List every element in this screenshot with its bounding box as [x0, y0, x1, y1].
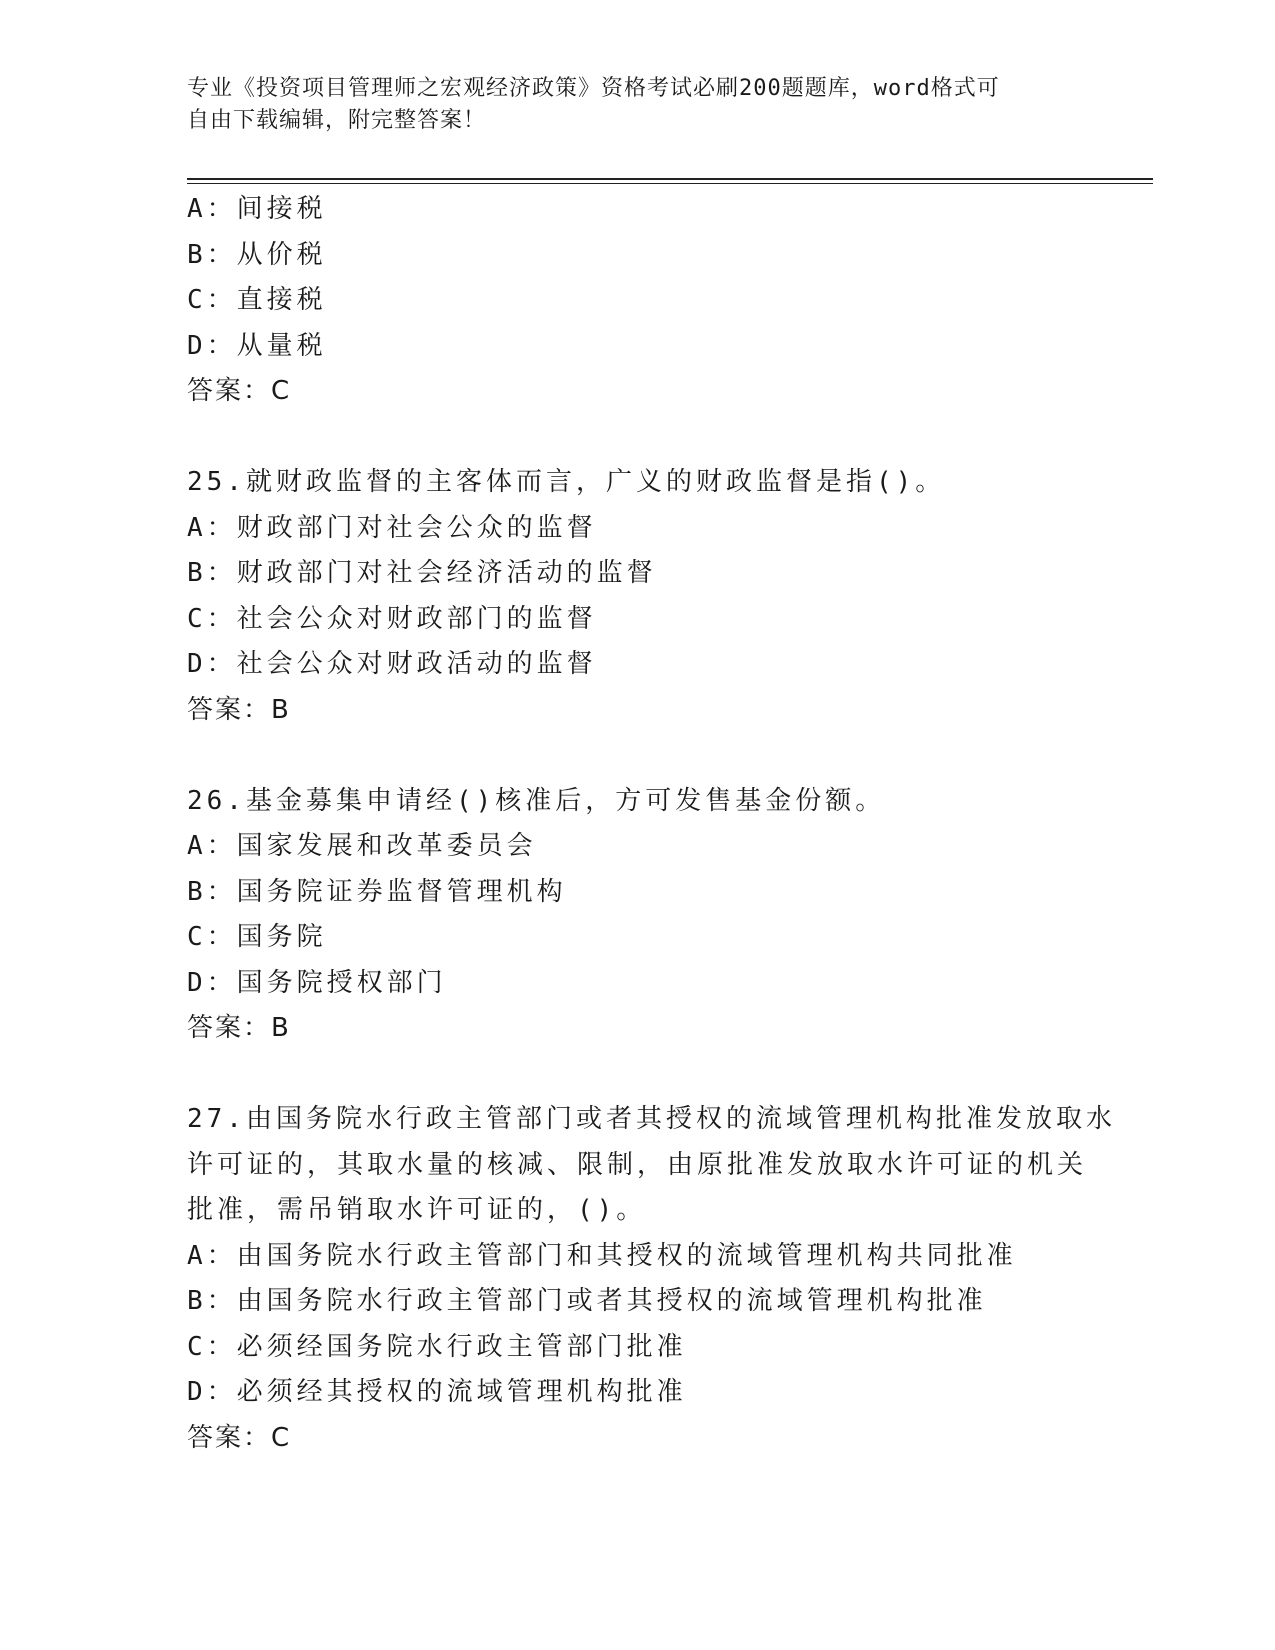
option-a: A：由国务院水行政主管部门和其授权的流域管理机构共同批准 — [187, 1240, 1017, 1271]
answer-line: 答案：C — [187, 1422, 292, 1453]
spacer — [187, 415, 1087, 461]
document-header — [187, 73, 1087, 137]
question-stem: 26.基金募集申请经()核准后，方可发售基金份额。 — [187, 785, 886, 816]
question-27 — [187, 1097, 1116, 1461]
option-c: C：直接税 — [187, 285, 327, 315]
header-divider-thick — [187, 178, 1153, 180]
header-line-1: 专业《投资项目管理师之宏观经济政策》资格考试必刷200题题库，word格式可 — [187, 76, 1000, 101]
option-b: B：从价税 — [187, 239, 327, 270]
option-c: C：社会公众对财政部门的监督 — [187, 603, 597, 634]
spacer — [187, 1052, 1087, 1098]
option-c: C：国务院 — [187, 922, 327, 952]
header-divider-thin — [187, 183, 1153, 184]
option-a: A：财政部门对社会公众的监督 — [187, 512, 597, 543]
option-a: A：间接税 — [187, 194, 327, 224]
option-d: D：从量税 — [187, 330, 327, 361]
option-b: B：由国务院水行政主管部门或者其授权的流域管理机构批准 — [187, 1286, 987, 1316]
question-stem-line-1: 27.由国务院水行政主管部门或者其授权的流域管理机构批准发放取水 — [187, 1104, 1116, 1134]
option-a: A：国家发展和改革委员会 — [187, 831, 537, 861]
question-26 — [187, 779, 1087, 1052]
question-list — [187, 187, 1116, 1461]
question-stem: 25.就财政监督的主客体而言，广义的财政监督是指()。 — [187, 467, 946, 497]
header-line-2: 自由下载编辑，附完整答案！ — [187, 108, 487, 133]
question-25 — [187, 460, 1087, 733]
option-c: C：必须经国务院水行政主管部门批准 — [187, 1331, 687, 1362]
answer-line: 答案：C — [187, 376, 292, 406]
answer-line: 答案：B — [187, 694, 291, 725]
option-b: B：财政部门对社会经济活动的监督 — [187, 558, 657, 588]
question-24-continued — [187, 187, 1087, 415]
question-stem-line-2: 许可证的，其取水量的核减、限制，由原批准发放取水许可证的机关 — [187, 1149, 1088, 1180]
option-d: D：必须经其授权的流域管理机构批准 — [187, 1377, 687, 1407]
option-b: B：国务院证券监督管理机构 — [187, 876, 567, 907]
option-d: D：社会公众对财政活动的监督 — [187, 649, 597, 679]
question-stem-line-3: 批准，需吊销取水许可证的，()。 — [187, 1195, 647, 1225]
answer-line: 答案：B — [187, 1013, 291, 1043]
spacer — [187, 733, 1087, 779]
option-d: D：国务院授权部门 — [187, 967, 447, 998]
